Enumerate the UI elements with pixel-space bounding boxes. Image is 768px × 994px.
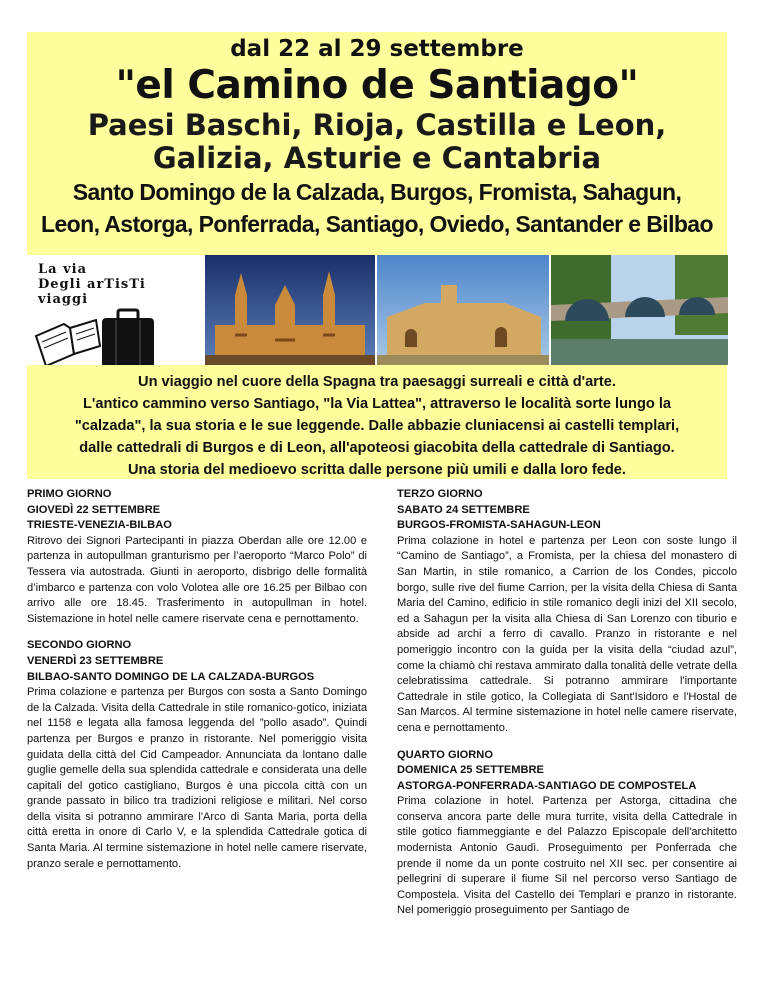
cathedral-photo xyxy=(205,255,375,365)
intro-line: "calzada", la sua storia e le sue leggende. Dalle abbazie cluniacensi ai castelli templari, xyxy=(74,418,680,434)
bridge-photo xyxy=(551,255,728,365)
regions-line-2: Galizia, Asturie e Cantabria xyxy=(152,141,602,175)
day-label: QUARTO GIORNO xyxy=(397,748,493,761)
day-date: DOMENICA 25 SETTEMBRE xyxy=(397,764,544,777)
day-2 xyxy=(27,638,367,872)
intro-line: Un viaggio nel cuore della Spagna tra paesaggi surreali e città d'arte. xyxy=(138,374,616,390)
day-date: GIOVEDÌ 22 SETTEMBRE xyxy=(27,503,161,516)
regions-line-1: Paesi Baschi, Rioja, Castilla e Leon, xyxy=(87,108,667,142)
itinerary-right-column xyxy=(397,487,737,930)
intro-line: L'antico cammino verso Santiago, "la Via Lattea", attraverso le località sorte lungo la xyxy=(83,396,671,412)
day-route: BURGOS-FROMISTA-SAHAGUN-LEON xyxy=(397,519,601,532)
day-route: TRIESTE-VENEZIA-BILBAO xyxy=(27,519,172,532)
logo-line-3: viaggi xyxy=(38,292,89,307)
day-4 xyxy=(397,748,737,920)
day-route: ASTORGA-PONFERRADA-SANTIAGO DE COMPOSTELA xyxy=(397,779,697,792)
day-date: SABATO 24 SETTEMBRE xyxy=(397,503,530,516)
day-1 xyxy=(27,487,367,627)
day-date: VENERDÌ 23 SETTEMBRE xyxy=(27,654,164,667)
cities-line-1: Santo Domingo de la Calzada, Burgos, Fromista, Sahagun, xyxy=(72,179,682,205)
page-title: "el Camino de Santiago" xyxy=(115,63,639,108)
intro-block xyxy=(27,365,727,479)
trip-dates: dal 22 al 29 settembre xyxy=(230,36,524,62)
agency-logo xyxy=(30,258,198,372)
day-description: Prima colazione e partenza per Burgos con sosta a Santo Domingo de la Calzada. Visita della Cattedrale in stile romanico-gotico, iniziata nel 1158 e legata alla famosa leggenda del ”pollo asado”. Quindi partenza per Burgos e pranzo in ristorante. Nel pomeriggio visita guidata della città del Cid Campeador. Annunciata da lontano dalle guglie gemelle della sua splendida cattedrale e considerata una delle capitali del gotico castigliano, Burgos è una piccola città con un grande passato in bilico tra tradizioni religiose e militari. Nel corso della visita si potranno ammirare l'Arco di Santa Maria, porta della città eretta in onore di Carlo V, e la splendida Cattedrale gotica di Santa Maria. Al termine sistemazione in hotel nelle camere riservate, pranzo serale e pernottamento. xyxy=(27,686,367,870)
intro-line: dalle cattedrali di Burgos e di Leon, all'apoteosi giacobita della cattedrale di Santiago. xyxy=(79,440,675,456)
day-route: BILBAO-SANTO DOMINGO DE LA CALZADA-BURGOS xyxy=(27,670,315,683)
logo-line-2: Degli arTisTi xyxy=(38,277,146,292)
intro-line: Una storia del medioevo scritta dalle persone più umili e dalla loro fede. xyxy=(128,462,626,478)
day-description: Ritrovo dei Signori Partecipanti in piazza Oberdan alle ore 12.00 e partenza in autopullman granturismo per l’aeroporto “Marco Polo” di Tessera via autostrada. Giunti in aeroporto, disbrigo delle formalità d’imbarco e partenza con volo Volotea alle ore 16.25 per Bilbao con arrivo alle ore 18.45. Trasferimento in autopullman in hotel. Sistemazione in hotel nelle camere riservate cena e pernottamento. xyxy=(27,534,367,625)
church-photo xyxy=(377,255,549,365)
day-description: Prima colazione in hotel. Partenza per Astorga, cittadina che conserva ancora parte delle mura turrite, visita della Cattedrale in stile gotico fiammeggiante e del Palazzo Episcopale dell'architetto modernista Antonio Gaudì. Proseguimento per Ponferrada che prende il nome da un ponte costruito nel XII sec. per consentire ai pellegrini di superare il fiume Sil nel percorso verso Santiago de Compostela. Visita del Castello dei Templari e pranzo in ristorante. Nel pomeriggio proseguimento per Santiago de xyxy=(397,795,737,917)
photo-strip xyxy=(205,255,728,365)
day-label: SECONDO GIORNO xyxy=(27,639,132,652)
itinerary-left-column xyxy=(27,487,367,883)
day-label: TERZO GIORNO xyxy=(397,488,483,500)
day-3 xyxy=(397,487,737,737)
logo-line-1: La via xyxy=(38,262,88,277)
day-label: PRIMO GIORNO xyxy=(27,488,112,500)
header-banner xyxy=(27,32,727,255)
day-description: Prima colazione in hotel e partenza per Leon con soste lungo il “Camino de Santiago”, a Fromista, per la chiesa del monastero di San Martin, in stile romanico, a Carrion de los Condes, piccolo borgo, sulle rive del fiume Carrion, per la visita della Chiesa di Santa Maria del Camino, edificio in stile romanico degli inizi del XII secolo, ed a Sahagun per la visita alla Chiesa di San Lorenzo con tiburio e abside ad archi a ferro di cavallo. Pranzo in ristorante e nel pomeriggio incontro con la guida per la visita della “ciudad azul”, come la chiamò chi restava ammirato dalla tonalità delle vetrate della celebratissima cattedrale. Si potranno ammirare l'importante Cattedrale in stile gotico, la Collegiata di Sant'Isidoro e l'Hostal de San Marcos. Al termine sistemazione in hotel nelle camere riservate, cena e pernottamento. xyxy=(397,534,737,734)
cities-line-2: Leon, Astorga, Ponferrada, Santiago, Oviedo, Santander e Bilbao xyxy=(41,211,713,237)
